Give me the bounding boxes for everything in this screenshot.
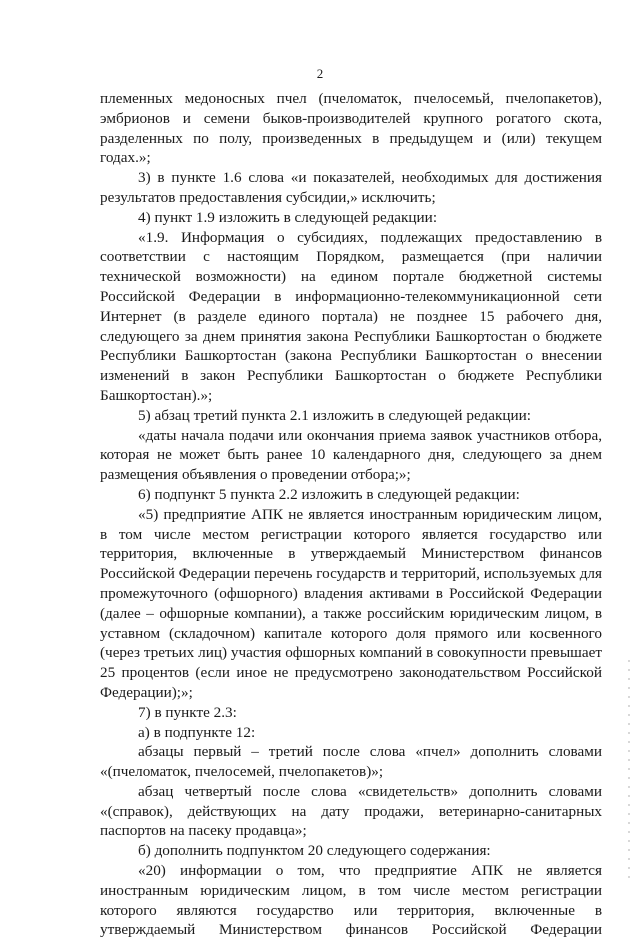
page-number: 2 — [316, 66, 324, 81]
paragraph: «1.9. Информация о субсидиях, подлежащих предоставлению в соответствии с настоящим Порядком, размещается (при наличии технической возможности) на едином портале бюджетной системы Российской Федерации в информационно-телекоммуникационной сети Интернет (в разделе единого портала) не позднее 15 рабочего дня, следующего за днем принятия закона Республики Башкортостан о бюджете Республики Башкортостан (закона Республики Башкортостан о внесении изменений в закон Республики Башкортостан о бюджете Республики Башкортостан).»; — [100, 228, 602, 404]
paragraph: 3) в пункте 1.6 слова «и показателей, необходимых для достижения результатов предоставления субсидии,» исключить; — [100, 169, 602, 206]
paragraph: 4) пункт 1.9 изложить в следующей редакции: — [138, 208, 438, 226]
paragraph: 5) абзац третий пункта 2.1 изложить в следующей редакции: — [138, 406, 531, 424]
paragraph: 6) подпункт 5 пункта 2.2 изложить в следующей редакции: — [138, 485, 520, 503]
scan-margin-marks — [628, 660, 630, 880]
paragraph: а) в подпункте 12: — [138, 723, 256, 741]
paragraph: абзацы первый – третий после слова «пчел» дополнить словами «(пчеломаток, пчелосемей, пчелопакетов)»; — [100, 743, 602, 781]
document-body — [100, 89, 602, 940]
paragraph: 7) в пункте 2.3: — [138, 703, 237, 721]
paragraph: племенных медоносных пчел (пчеломаток, пчелосемьй, пчелопакетов), эмбрионов и семени быков-производителей крупного рогатого скота, разделенных по полу, произведенных в предыдущем и (или) текущем годах.»; — [100, 90, 602, 167]
paragraph: б) дополнить подпунктом 20 следующего содержания: — [138, 842, 491, 860]
paragraph: «5) предприятие АПК не является иностранным юридическим лицом, в том числе местом регистрации которого является государство или территория, включенные в утверждаемый Министерством финансов Российской Федерации перечень государств и территорий, используемых для промежуточного (офшорного) владения активами в Российской Федерации (далее – офшорные компании), а также российским юридическим лицом, в уставном (складочном) капитале которого доля прямого или косвенного (через третьих лиц) участия офшорных компаний в совокупности превышает 25 процентов (если иное не предусмотрено законодательством Российской Федерации);»; — [100, 505, 602, 701]
paragraph: абзац четвертый после слова «свидетельств» дополнить словами «(справок), действующих на дату продажи, ветеринарно-санитарных паспортов на пасеку продавца»; — [100, 782, 602, 840]
paragraph-continued: «20) информации о том, что предприятие АПК не является иностранным юридическим лицом, в том числе местом регистрации которого являются государство или территория, включенные в утверждаемый Министерством финансов Российской Федерации — [100, 862, 602, 939]
paragraph: «даты начала подачи или окончания приема заявок участников отбора, которая не может быть ранее 10 календарного дня, следующего за днем размещения объявления о проведении отбора;»; — [100, 426, 602, 484]
